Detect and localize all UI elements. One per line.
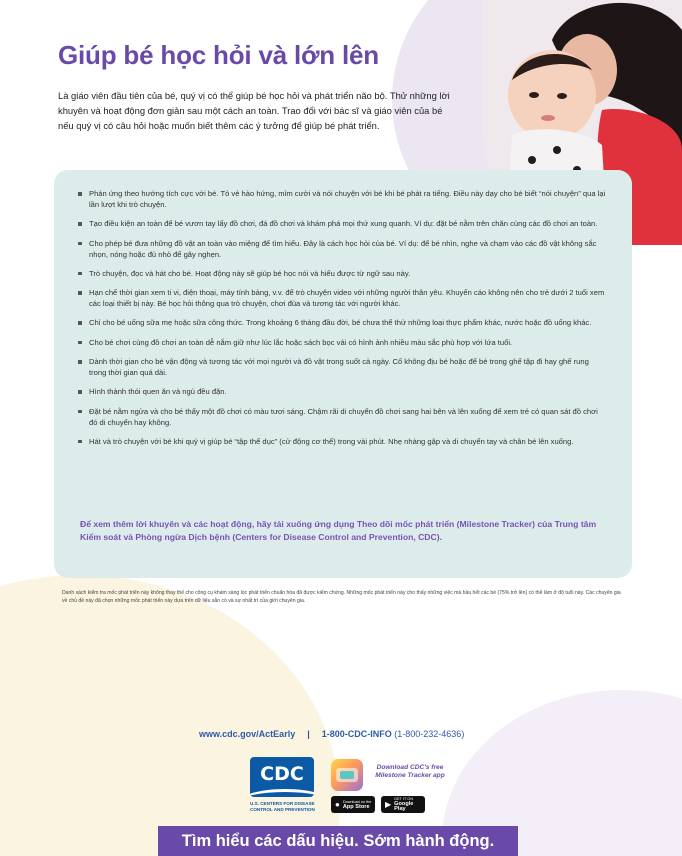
google-play-small-label: GET IT ON (394, 797, 414, 801)
phone-number: (1-800-232-4636) (394, 729, 465, 739)
app-store-small-label: Download on the (342, 799, 372, 804)
website-link[interactable]: www.cdc.gov/ActEarly (199, 729, 296, 739)
cdc-swoosh (250, 789, 314, 797)
slogan-text: Tìm hiểu các dấu hiệu. Sớm hành động. (181, 832, 495, 850)
disclaimer-text: Danh sách kiểm tra mốc phát triển này không thay thế cho công cụ khám sàng lọc phát triển chuẩn hóa đã được kiểm chứng. Những mốc phát triển này cho thấy những việc mà hầu hết các bé (75% trở lên) có thể làm ở độ tuổi này. Các chuyên gia về chủ đề này đã chọn những mốc phát triển này dựa trên dữ liệu sẵn có và sự nhất trí của giới chuyên gia. (62, 590, 621, 604)
google-play-label: Google Play (394, 801, 414, 812)
tip-item: Đặt bé nằm ngửa và cho bé thấy một đồ chơi có màu tươi sáng. Chậm rãi di chuyển đồ chơi sang hai bên và lên xuống để xem trẻ có quan sát đồ chơi đó di chuyển hay không. (78, 406, 606, 428)
phone-label: 1-800-CDC-INFO (321, 729, 392, 739)
tip-item: Hạn chế thời gian xem ti vi, điện thoại, máy tính bảng, v.v. để trò chuyện video với những người thân yêu. Khuyến cáo không nên cho trẻ dưới 2 tuổi xem các loại thiết bị này. Bé học hỏi thông qua trò chuyện, chơi đùa và tương tác với người khác. (78, 287, 606, 309)
contact-line (199, 729, 464, 739)
tip-item: Tạo điều kiện an toàn để bé vươn tay lấy đồ chơi, đá đồ chơi và khám phá mọi thứ xung quanh. Ví dụ: đặt bé nằm trên chăn cùng các đồ chơi an toàn. (78, 218, 606, 229)
milestone-tracker-app-icon[interactable] (331, 759, 363, 791)
cdc-badge (250, 757, 314, 797)
page-title: Giúp bé học hỏi và lớn lên (58, 40, 379, 70)
google-play-icon: ▶ (385, 800, 392, 809)
app-store-badge[interactable] (331, 796, 375, 813)
app-store-label: App Store (342, 803, 370, 810)
contact-separator: | (307, 729, 310, 739)
tip-item: Phản ứng theo hướng tích cực với bé. Tỏ vẻ hào hứng, mỉm cười và nói chuyện với bé khi bé phát ra tiếng. Điều này dạy cho bé biết “nói chuyện” qua lại lần lượt khi trò chuyện. (78, 188, 606, 210)
app-icon-shape-inner (340, 771, 354, 779)
cdc-logo-text: CDC (260, 763, 304, 785)
tips-list (78, 188, 606, 455)
app-download-promo: Download CDC's free Milestone Tracker app (375, 764, 445, 779)
decorative-cream-shape (0, 575, 340, 856)
cdc-logo (250, 757, 320, 812)
tip-item: Cho bé chơi cùng đồ chơi an toàn dễ nắm giữ như lúc lắc hoặc sách bọc vải có hình ảnh nhiều màu sắc phù hợp với lứa tuổi. (78, 337, 606, 348)
tip-item: Trò chuyện, đọc và hát cho bé. Hoạt động này sẽ giúp bé học nói và hiểu được từ ngữ sau này. (78, 268, 606, 279)
tip-item: Chỉ cho bé uống sữa mẹ hoặc sữa công thức. Trong khoảng 6 tháng đầu đời, bé chưa thể thử những loại thực phẩm khác, nước hoặc đồ uống khác. (78, 317, 606, 328)
tip-item: Hát và trò chuyện với bé khi quý vị giúp bé “tập thể dục” (cử động cơ thể) trong vài phút. Nhẹ nhàng gập và di chuyển tay và chân bé lên xuống. (78, 436, 606, 447)
apple-icon: ● (335, 800, 340, 809)
tip-item: Cho phép bé đưa những đồ vật an toàn vào miệng để tìm hiểu. Đây là cách học hỏi của bé. Ví dụ: để bé nhìn, nghe và chạm vào các đồ vật không sắc nhọn, nóng hoặc đủ nhỏ để gây nghẹn. (78, 238, 606, 260)
tip-item: Dành thời gian cho bé vận động và tương tác với mọi người và đồ vật trong suốt cả ngày. Cố không địu bé hoặc để bé trong ghế tập đi hay ghế rung trong thời gian quá dài. (78, 356, 606, 378)
intro-paragraph: Là giáo viên đầu tiên của bé, quý vị có thể giúp bé học hỏi và phát triển não bộ. Thử những lời khuyên và hoạt động đơn giản sau một cách an toàn. Trao đổi với bác sĩ và giáo viên của bé nếu quý vị có câu hỏi hoặc muốn biết thêm các ý tưởng để giúp bé phát triển. (58, 90, 450, 131)
cdc-logo-subtitle: U.S. CENTERS FOR DISEASE CONTROL AND PREVENTION (250, 801, 315, 812)
slogan-banner (158, 826, 518, 856)
google-play-badge[interactable] (381, 796, 425, 813)
milestone-app-callout: Để xem thêm lời khuyên và các hoạt động, hãy tải xuống ứng dụng Theo dõi mốc phát triển (Milestone Tracker) của Trung tâm Kiểm soát và Phòng ngừa Dịch bệnh (Centers for Disease Control and Prevention, CDC). (80, 519, 597, 542)
tip-item: Hình thành thói quen ăn và ngủ đều đặn. (78, 386, 606, 397)
